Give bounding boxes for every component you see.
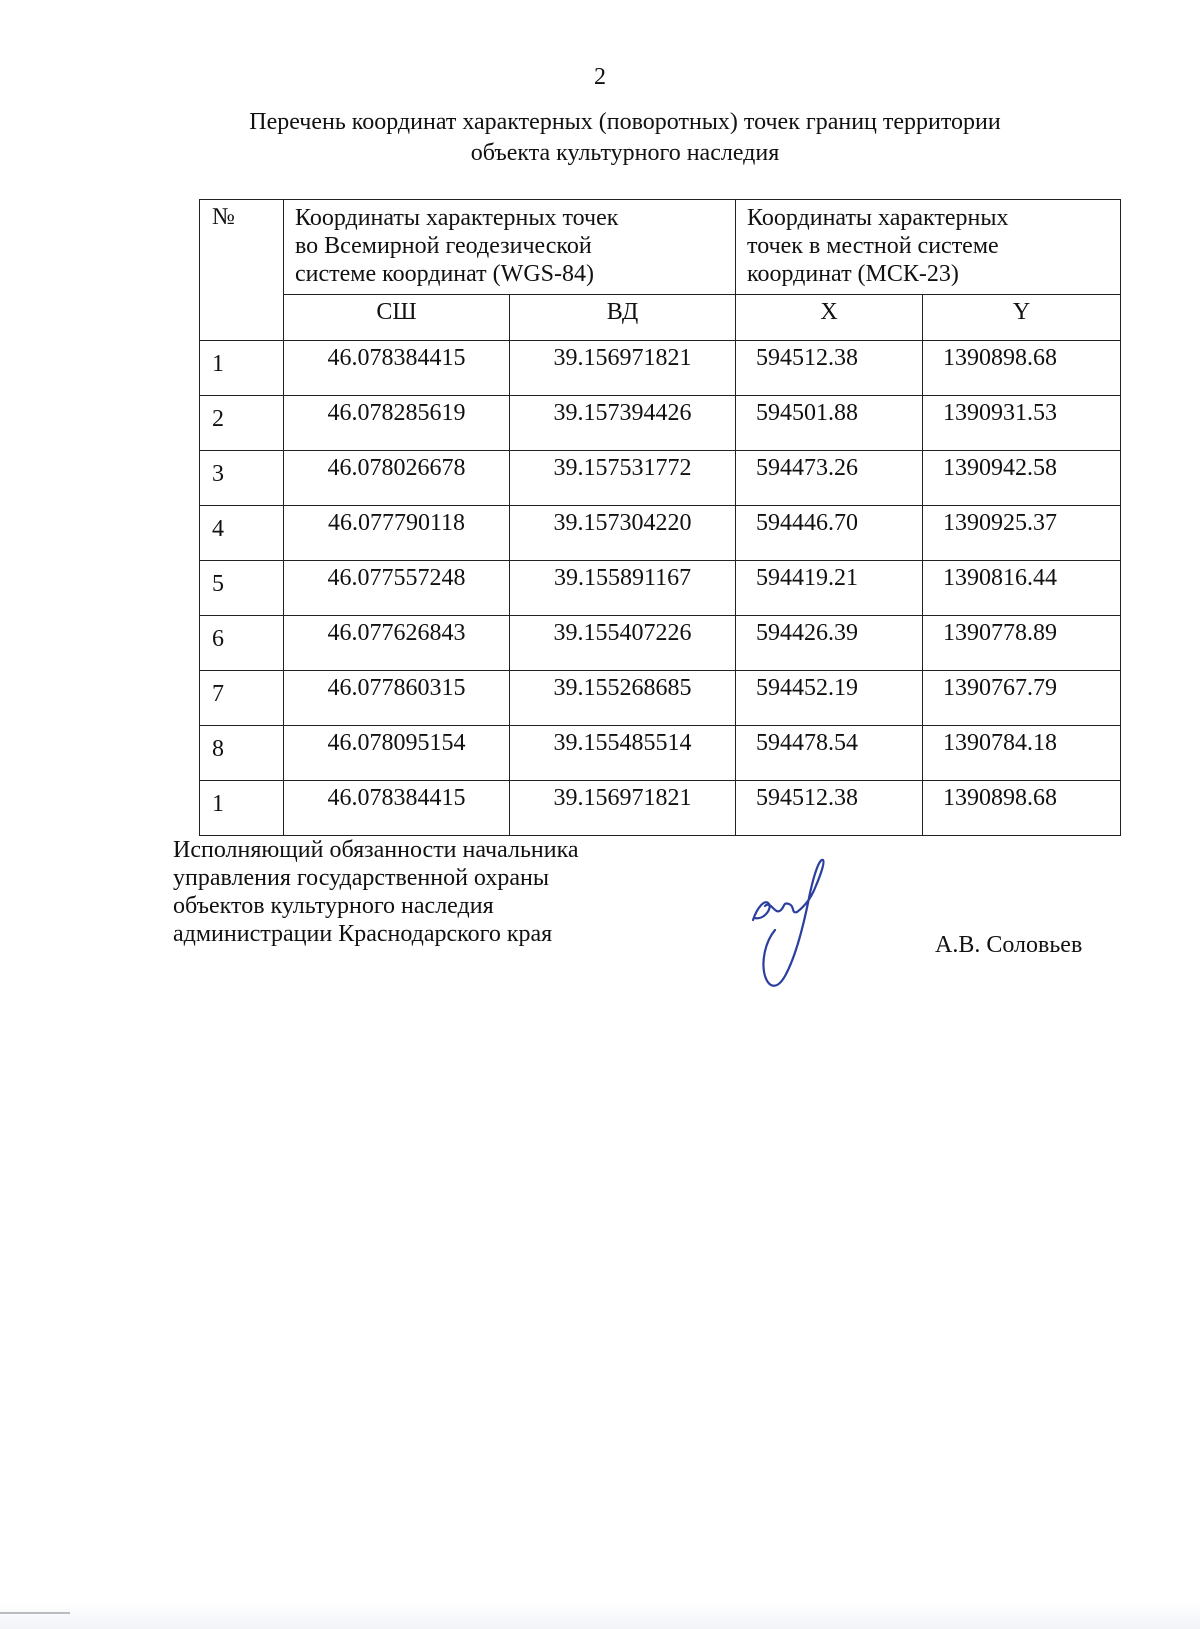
cell-x: 594446.70	[736, 506, 923, 561]
cell-x: 594473.26	[736, 451, 923, 506]
cell-longitude: 39.155268685	[510, 671, 736, 726]
cell-latitude: 46.078384415	[284, 781, 510, 836]
header-wgs84-group	[284, 200, 736, 295]
signature-stroke	[753, 902, 797, 920]
cell-x: 594501.88	[736, 396, 923, 451]
cell-y: 1390778.89	[923, 616, 1121, 671]
cell-point-number: 3	[200, 451, 284, 506]
cell-latitude: 46.077557248	[284, 561, 510, 616]
header-wgs84-line: системе координат (WGS-84)	[295, 261, 594, 287]
cell-latitude: 46.078384415	[284, 341, 510, 396]
cell-longitude: 39.157394426	[510, 396, 736, 451]
cell-latitude: 46.078026678	[284, 451, 510, 506]
table-row	[200, 671, 1121, 726]
header-number: №	[200, 200, 284, 341]
table-subheader-row	[200, 295, 1121, 341]
scan-artifact-line	[0, 1612, 70, 1614]
header-latitude: СШ	[284, 295, 510, 341]
cell-y: 1390898.68	[923, 781, 1121, 836]
cell-longitude: 39.155891167	[510, 561, 736, 616]
position-line: администрации Краснодарского края	[173, 921, 553, 947]
table-row	[200, 341, 1121, 396]
table-row	[200, 396, 1121, 451]
cell-x: 594452.19	[736, 671, 923, 726]
page-number: 2	[594, 64, 606, 90]
table-row	[200, 561, 1121, 616]
signer-name: А.В. Соловьев	[935, 932, 1083, 958]
cell-y: 1390784.18	[923, 726, 1121, 781]
cell-y: 1390942.58	[923, 451, 1121, 506]
header-msk23-group	[736, 200, 1121, 295]
header-longitude: ВД	[510, 295, 736, 341]
signature-stroke	[763, 860, 823, 986]
cell-y: 1390767.79	[923, 671, 1121, 726]
cell-point-number: 2	[200, 396, 284, 451]
position-line: объектов культурного наследия	[173, 893, 494, 919]
header-wgs84-line: Координаты характерных точек	[295, 205, 619, 231]
cell-latitude: 46.077860315	[284, 671, 510, 726]
cell-x: 594512.38	[736, 781, 923, 836]
cell-longitude: 39.157531772	[510, 451, 736, 506]
cell-x: 594512.38	[736, 341, 923, 396]
table-row	[200, 506, 1121, 561]
header-wgs84-line: во Всемирной геодезической	[295, 233, 592, 259]
position-line: управления государственной охраны	[173, 865, 549, 891]
scan-edge	[0, 1604, 1200, 1629]
cell-y: 1390816.44	[923, 561, 1121, 616]
signatory-position	[173, 836, 579, 948]
handwritten-signature	[745, 858, 855, 1003]
table-row	[200, 616, 1121, 671]
cell-latitude: 46.078095154	[284, 726, 510, 781]
table-row	[200, 781, 1121, 836]
cell-latitude: 46.077626843	[284, 616, 510, 671]
cell-latitude: 46.078285619	[284, 396, 510, 451]
cell-longitude: 39.156971821	[510, 341, 736, 396]
header-msk23-line: координат (МСК-23)	[747, 261, 959, 287]
cell-y: 1390931.53	[923, 396, 1121, 451]
cell-point-number: 1	[200, 781, 284, 836]
header-msk23-line: точек в местной системе	[747, 233, 999, 259]
cell-point-number: 7	[200, 671, 284, 726]
table-header-row	[200, 200, 1121, 295]
cell-x: 594419.21	[736, 561, 923, 616]
cell-point-number: 8	[200, 726, 284, 781]
cell-longitude: 39.155485514	[510, 726, 736, 781]
header-y: Y	[923, 295, 1121, 341]
table-row	[200, 726, 1121, 781]
position-line: Исполняющий обязанности начальника	[173, 837, 579, 863]
title-line-1: Перечень координат характерных (поворотных) точек границ территории	[249, 109, 1001, 135]
cell-latitude: 46.077790118	[284, 506, 510, 561]
cell-point-number: 5	[200, 561, 284, 616]
cell-longitude: 39.155407226	[510, 616, 736, 671]
cell-x: 594478.54	[736, 726, 923, 781]
table-row	[200, 451, 1121, 506]
cell-point-number: 1	[200, 341, 284, 396]
cell-longitude: 39.156971821	[510, 781, 736, 836]
cell-y: 1390898.68	[923, 341, 1121, 396]
cell-x: 594426.39	[736, 616, 923, 671]
title-line-2: объекта культурного наследия	[470, 140, 780, 166]
document-title	[160, 107, 1090, 169]
cell-point-number: 4	[200, 506, 284, 561]
cell-point-number: 6	[200, 616, 284, 671]
header-msk23-line: Координаты характерных	[747, 205, 1009, 231]
cell-longitude: 39.157304220	[510, 506, 736, 561]
header-x: X	[736, 295, 923, 341]
coordinates-table	[199, 199, 1121, 836]
cell-y: 1390925.37	[923, 506, 1121, 561]
